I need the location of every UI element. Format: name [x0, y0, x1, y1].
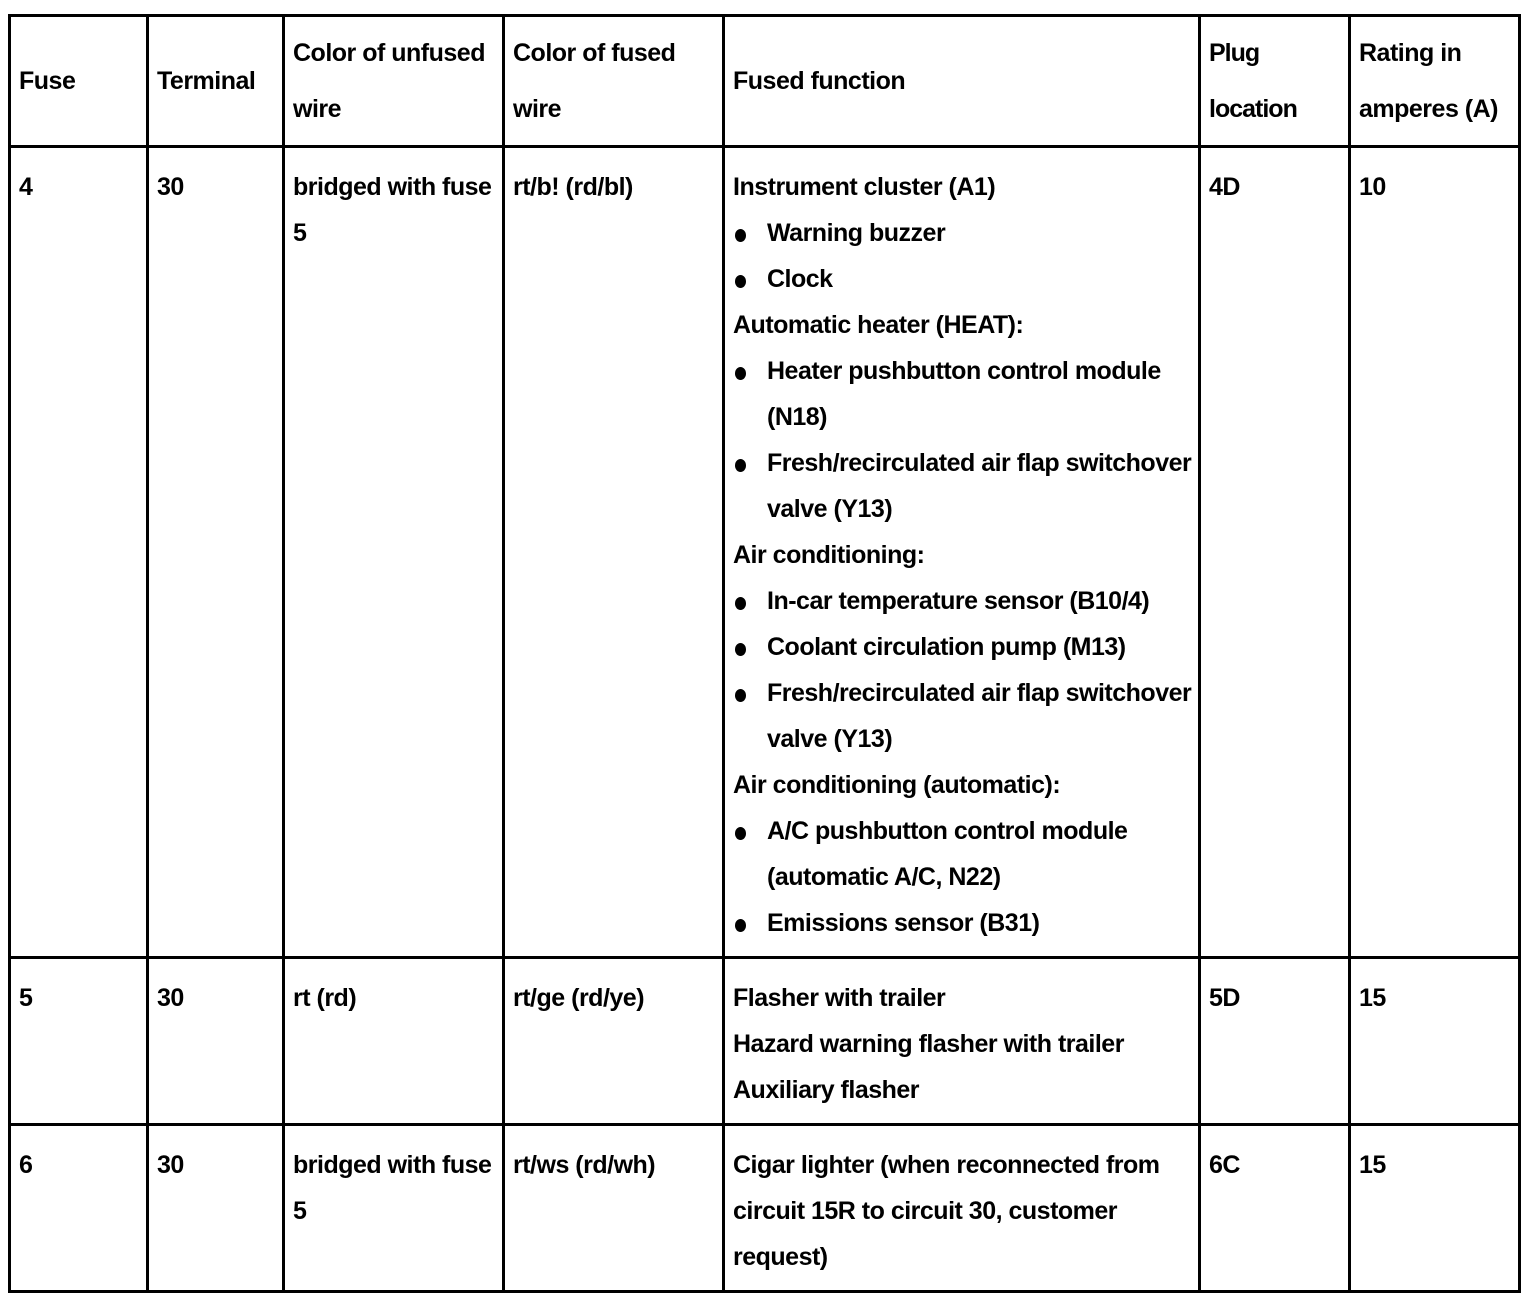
header-terminal: Terminal: [148, 16, 284, 147]
list-item: A/C pushbutton control module (automatic A/C, N22): [733, 808, 1192, 900]
function-list: [733, 578, 1192, 762]
table-row: [10, 958, 1520, 1125]
function-line: Hazard warning flasher with trailer: [733, 1030, 1124, 1058]
function-list: [733, 808, 1192, 946]
fuse-table: [8, 14, 1521, 1293]
cell-fused-function: Cigar lighter (when reconnected from circuit 15R to circuit 30, customer request): [724, 1125, 1200, 1292]
function-group-title: Air conditioning:: [733, 541, 925, 569]
cell-fuse: 4: [10, 147, 148, 958]
cell-unfused-wire: rt (rd): [284, 958, 504, 1125]
cell-terminal: 30: [148, 1125, 284, 1292]
cell-fused-wire: rt/b! (rd/bl): [504, 147, 724, 958]
header-fuse: Fuse: [10, 16, 148, 147]
header-rating: Rating in amperes (A): [1350, 16, 1520, 147]
list-item: Fresh/recirculated air flap switchover valve (Y13): [733, 440, 1192, 532]
header-row: [10, 16, 1520, 147]
function-group-title: Instrument cluster (A1): [733, 173, 996, 201]
function-line: Flasher with trailer: [733, 984, 946, 1012]
cell-rating: 15: [1350, 958, 1520, 1125]
cell-rating: 10: [1350, 147, 1520, 958]
cell-terminal: 30: [148, 147, 284, 958]
list-item: In-car temperature sensor (B10/4): [733, 578, 1192, 624]
list-item: Warning buzzer: [733, 210, 1192, 256]
cell-fused-wire: rt/ge (rd/ye): [504, 958, 724, 1125]
function-line: Auxiliary flasher: [733, 1076, 920, 1104]
function-list: [733, 210, 1192, 302]
list-item: Fresh/recirculated air flap switchover valve (Y13): [733, 670, 1192, 762]
header-fused-function: Fused function: [724, 16, 1200, 147]
cell-unfused-wire: bridged with fuse 5: [284, 147, 504, 958]
header-fused-wire: Color of fused wire: [504, 16, 724, 147]
cell-rating: 15: [1350, 1125, 1520, 1292]
function-group-title: Automatic heater (HEAT):: [733, 311, 1024, 339]
table-row: [10, 1125, 1520, 1292]
list-item: Clock: [733, 256, 1192, 302]
cell-fused-function: [724, 958, 1200, 1125]
cell-terminal: 30: [148, 958, 284, 1125]
cell-fused-function: [724, 147, 1200, 958]
function-list: [733, 348, 1192, 532]
fuse-table-container: [8, 14, 1518, 1293]
header-plug-location: Plug location: [1200, 16, 1350, 147]
cell-fuse: 5: [10, 958, 148, 1125]
cell-fused-wire: rt/ws (rd/wh): [504, 1125, 724, 1292]
function-group-title: Air conditioning (automatic):: [733, 771, 1061, 799]
header-unfused-wire: Color of unfused wire: [284, 16, 504, 147]
list-item: Heater pushbutton control module (N18): [733, 348, 1192, 440]
cell-plug-location: 6C: [1200, 1125, 1350, 1292]
table-row: [10, 147, 1520, 958]
cell-plug-location: 4D: [1200, 147, 1350, 958]
cell-fuse: 6: [10, 1125, 148, 1292]
cell-unfused-wire: bridged with fuse 5: [284, 1125, 504, 1292]
cell-plug-location: 5D: [1200, 958, 1350, 1125]
list-item: Emissions sensor (B31): [733, 900, 1192, 946]
list-item: Coolant circulation pump (M13): [733, 624, 1192, 670]
